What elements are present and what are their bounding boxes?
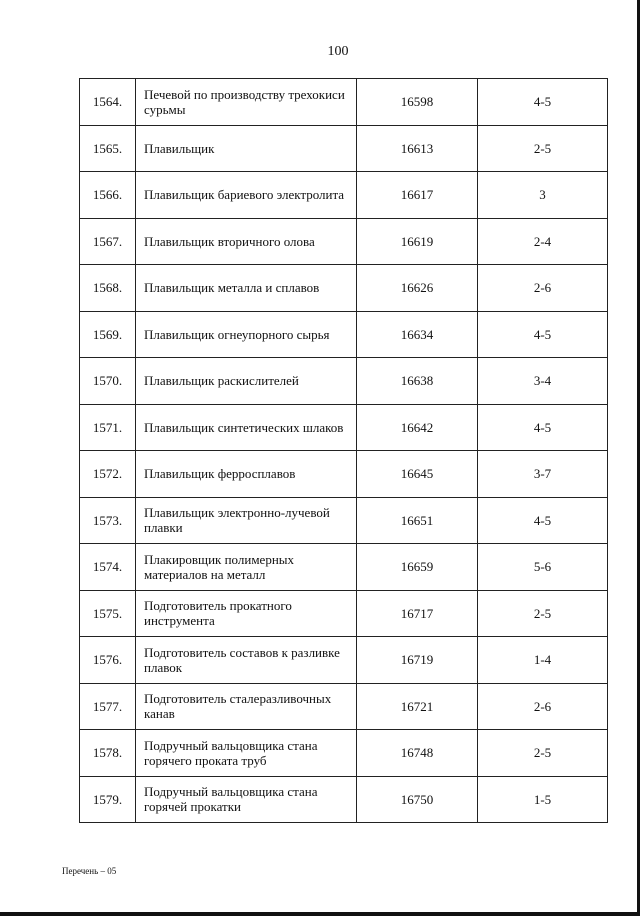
table-row — [80, 590, 608, 637]
row-number: 1567. — [80, 218, 136, 265]
grade-range: 4-5 — [478, 497, 608, 544]
table-row — [80, 451, 608, 498]
profession-table — [79, 78, 608, 823]
grade-range: 4-5 — [478, 404, 608, 451]
profession-code: 16719 — [357, 637, 478, 684]
row-number: 1569. — [80, 311, 136, 358]
profession-code: 16638 — [357, 358, 478, 405]
grade-range: 3 — [478, 172, 608, 219]
profession-code: 16717 — [357, 590, 478, 637]
table-row — [80, 730, 608, 777]
profession-code: 16651 — [357, 497, 478, 544]
row-number: 1577. — [80, 683, 136, 730]
table-row — [80, 172, 608, 219]
table-row — [80, 544, 608, 591]
grade-range: 1-4 — [478, 637, 608, 684]
profession-name: Плавильщик огнеупорного сырья — [136, 311, 357, 358]
profession-name: Плавильщик синтетических шлаков — [136, 404, 357, 451]
profession-name: Плавильщик электронно-лучевой плавки — [136, 497, 357, 544]
footer-label: Перечень – 05 — [62, 866, 117, 876]
row-number: 1573. — [80, 497, 136, 544]
profession-code: 16598 — [357, 79, 478, 126]
grade-range: 3-4 — [478, 358, 608, 405]
profession-name: Плавильщик вторичного олова — [136, 218, 357, 265]
grade-range: 2-6 — [478, 683, 608, 730]
table-row — [80, 79, 608, 126]
table-row — [80, 776, 608, 823]
profession-name: Плавильщик ферросплавов — [136, 451, 357, 498]
row-number: 1576. — [80, 637, 136, 684]
profession-name: Подготовитель прокатного инструмента — [136, 590, 357, 637]
profession-name: Подготовитель составов к разливке плавок — [136, 637, 357, 684]
table-row — [80, 637, 608, 684]
profession-name: Подручный вальцовщика стана горячего проката труб — [136, 730, 357, 777]
table-body — [80, 79, 608, 823]
grade-range: 5-6 — [478, 544, 608, 591]
grade-range: 3-7 — [478, 451, 608, 498]
page-number: 100 — [327, 44, 349, 59]
grade-range: 2-6 — [478, 265, 608, 312]
profession-name: Плавильщик бариевого электролита — [136, 172, 357, 219]
grade-range: 4-5 — [478, 311, 608, 358]
row-number: 1571. — [80, 404, 136, 451]
profession-name: Плавильщик раскислителей — [136, 358, 357, 405]
grade-range: 2-5 — [478, 125, 608, 172]
table-row — [80, 404, 608, 451]
table-row — [80, 497, 608, 544]
profession-name: Плакировщик полимерных материалов на металл — [136, 544, 357, 591]
table-row — [80, 218, 608, 265]
grade-range: 2-5 — [478, 590, 608, 637]
profession-name: Подготовитель сталеразливочных канав — [136, 683, 357, 730]
profession-code: 16626 — [357, 265, 478, 312]
grade-range: 4-5 — [478, 79, 608, 126]
row-number: 1566. — [80, 172, 136, 219]
row-number: 1575. — [80, 590, 136, 637]
profession-code: 16642 — [357, 404, 478, 451]
row-number: 1572. — [80, 451, 136, 498]
profession-code: 16613 — [357, 125, 478, 172]
scan-border-bottom — [0, 912, 640, 916]
table-row — [80, 683, 608, 730]
grade-range: 2-5 — [478, 730, 608, 777]
profession-code: 16619 — [357, 218, 478, 265]
profession-name: Плавильщик металла и сплавов — [136, 265, 357, 312]
profession-name: Подручный вальцовщика стана горячей прокатки — [136, 776, 357, 823]
row-number: 1570. — [80, 358, 136, 405]
table-row — [80, 265, 608, 312]
table-row — [80, 358, 608, 405]
profession-code: 16748 — [357, 730, 478, 777]
profession-code: 16617 — [357, 172, 478, 219]
grade-range: 1-5 — [478, 776, 608, 823]
profession-code: 16634 — [357, 311, 478, 358]
row-number: 1574. — [80, 544, 136, 591]
table-row — [80, 125, 608, 172]
row-number: 1564. — [80, 79, 136, 126]
profession-code: 16721 — [357, 683, 478, 730]
table-row — [80, 311, 608, 358]
row-number: 1568. — [80, 265, 136, 312]
row-number: 1565. — [80, 125, 136, 172]
profession-code: 16750 — [357, 776, 478, 823]
profession-name: Печевой по производству трехокиси сурьмы — [136, 79, 357, 126]
row-number: 1578. — [80, 730, 136, 777]
profession-code: 16659 — [357, 544, 478, 591]
row-number: 1579. — [80, 776, 136, 823]
grade-range: 2-4 — [478, 218, 608, 265]
profession-code: 16645 — [357, 451, 478, 498]
profession-name: Плавильщик — [136, 125, 357, 172]
